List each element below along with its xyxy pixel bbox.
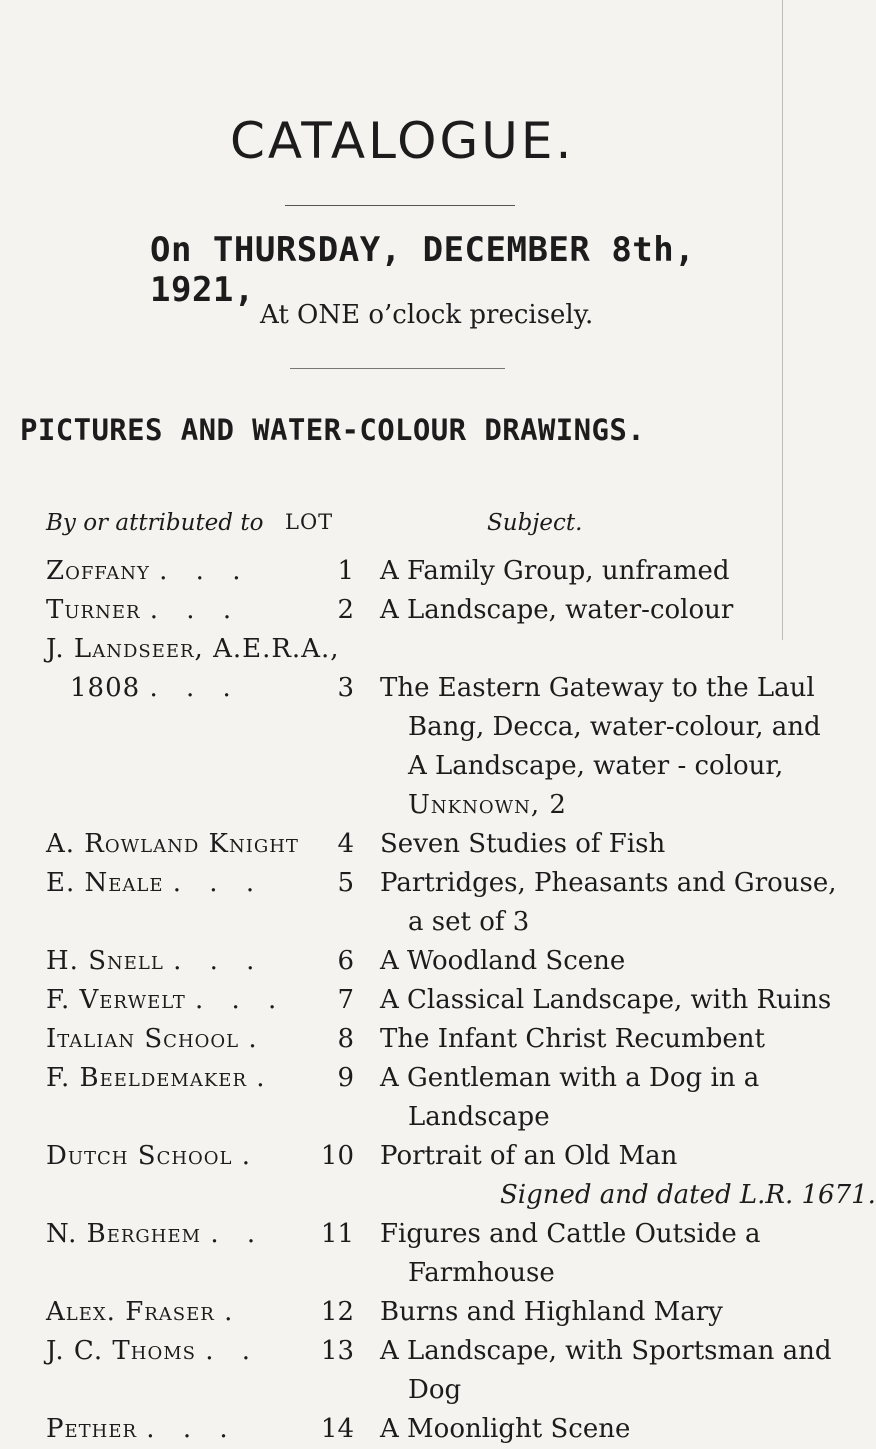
lot-artist: Zoffany . . . [46, 556, 251, 586]
column-header-lot: LOT [285, 510, 334, 534]
lot-number: 3 [337, 673, 354, 703]
lot-number: 11 [320, 1219, 354, 1249]
lot-subject: A Gentleman with a Dog in a Landscape [380, 1063, 760, 1132]
lot-artist: Pether . . . [46, 1414, 238, 1444]
section-title: PICTURES AND WATER-COLOUR DRAWINGS. [20, 413, 646, 447]
lot-subject: A Landscape, with Sportsman and Dog [380, 1336, 832, 1405]
lot-subject: A Family Group, unframed [380, 556, 730, 586]
lot-number: 1 [337, 556, 354, 586]
sale-date: On THURSDAY, DECEMBER 8th, 1921, [150, 230, 696, 310]
column-header-subject: Subject. [487, 510, 583, 536]
lot-artist: F. Beeldemaker . [46, 1063, 275, 1093]
lot-subject: A Woodland Scene [380, 946, 626, 976]
lot-artist: Italian School . [46, 1024, 267, 1054]
lot-number: 8 [337, 1024, 354, 1054]
time-divider [290, 368, 505, 369]
title-divider [285, 205, 515, 206]
lot-artist: F. Verwelt . . . [46, 985, 287, 1015]
lot-number: 4 [337, 829, 354, 859]
lot-subject: The Infant Christ Recumbent [380, 1024, 765, 1054]
lot-subject: Partridges, Pheasants and Grouse, a set of 3 [380, 868, 837, 937]
lot-subject: Portrait of an Old Man Signed and dated L.R. 1671. [380, 1141, 876, 1210]
lot-artist: E. Neale . . . [46, 868, 265, 898]
lot-number: 9 [337, 1063, 354, 1093]
lot-subject: Burns and Highland Mary [380, 1297, 723, 1327]
lot-artist: Dutch School . [46, 1141, 261, 1171]
lot-number: 12 [320, 1297, 354, 1327]
page-edge-rule [782, 0, 783, 640]
lot-artist: Alex. Fraser . [46, 1297, 243, 1327]
lot-artist: H. Snell . . . [46, 946, 265, 976]
lot-artist: A. Rowland Knight [46, 829, 299, 859]
lot-artist: J. Landseer, A.E.R.A., 1808 . . . [46, 634, 340, 703]
lot-number: 2 [337, 595, 354, 625]
lot-subject: A Classical Landscape, with Ruins [380, 985, 832, 1015]
lot-subject: A Moonlight Scene [380, 1414, 631, 1444]
lot-artist: N. Berghem . . [46, 1219, 266, 1249]
lot-number: 6 [337, 946, 354, 976]
lot-number: 14 [320, 1414, 354, 1444]
lot-number: 10 [320, 1141, 354, 1171]
lot-number: 5 [337, 868, 354, 898]
column-header-artist: By or attributed to [46, 510, 264, 536]
lot-subject: Seven Studies of Fish [380, 829, 666, 859]
sale-time: At ONE o’clock precisely. [260, 300, 594, 330]
lot-number: 13 [320, 1336, 354, 1366]
lot-number: 7 [337, 985, 354, 1015]
lot-subject: A Landscape, water-colour [380, 595, 734, 625]
lot-artist: J. C. Thoms . . [46, 1336, 261, 1366]
lot-artist: Turner . . . [46, 595, 242, 625]
lot-subject: Figures and Cattle Outside a Farmhouse [380, 1219, 761, 1288]
lot-subject: The Eastern Gateway to the Laul Bang, Decca, water-colour, and A Landscape, water - colour, Unknown, 2 [380, 673, 821, 820]
